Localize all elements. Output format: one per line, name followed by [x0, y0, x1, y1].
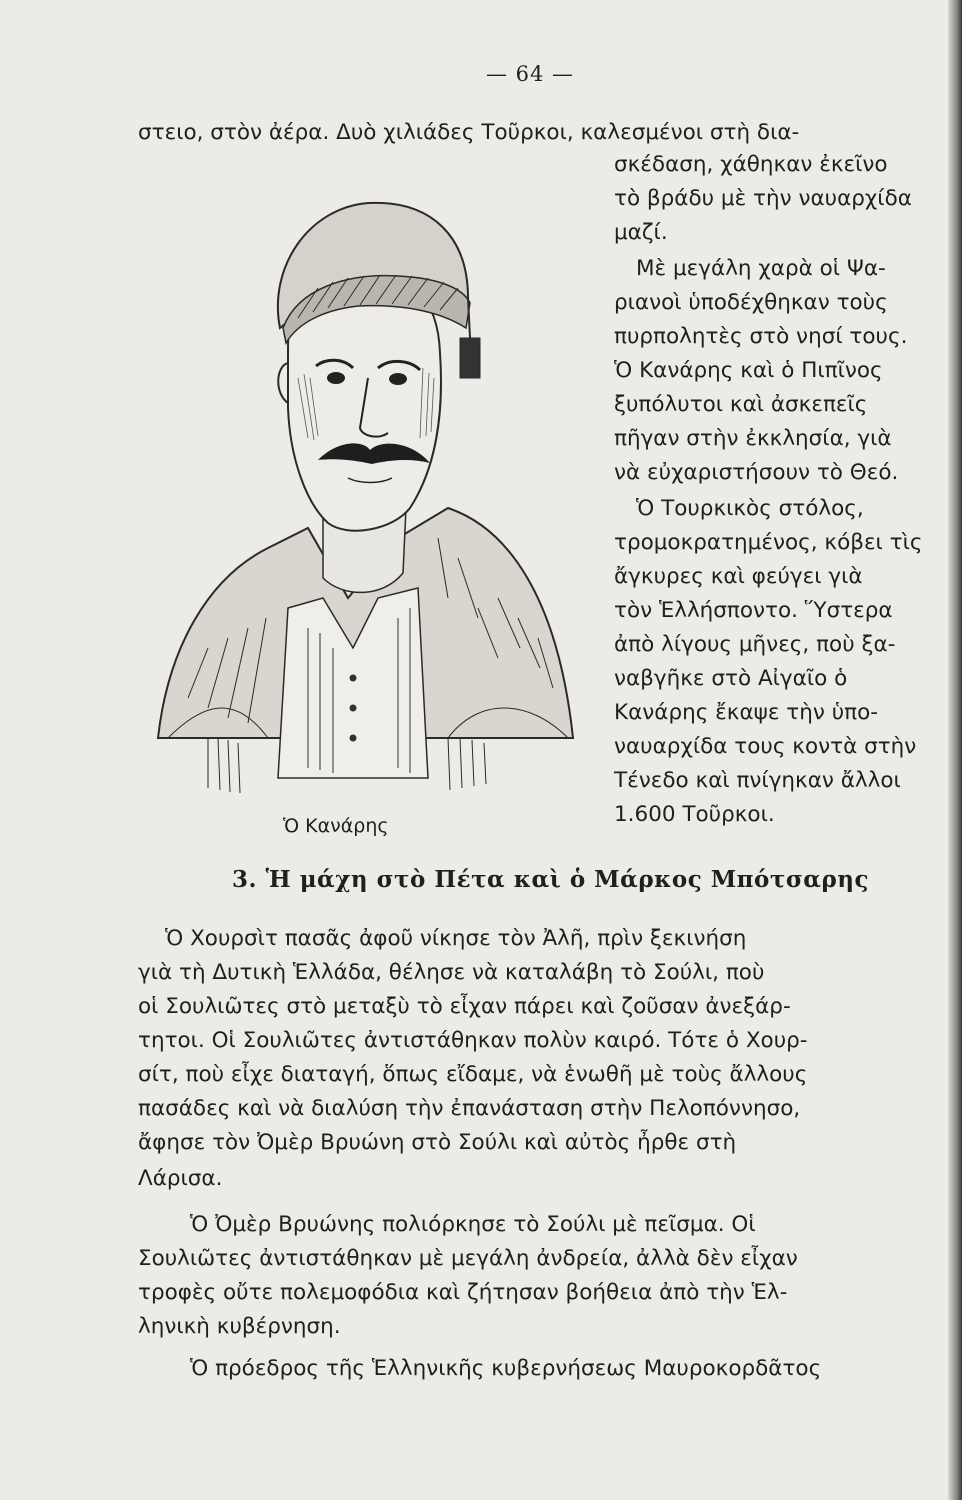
side-line: πυρπολητὲς στὸ νησί τους. — [614, 324, 908, 349]
body-line: οἱ Σουλιῶτες στὸ μεταξὺ τὸ εἶχαν πάρει καὶ ζοῦσαν ἀνεξάρ- — [138, 994, 791, 1019]
kanaris-portrait — [148, 178, 583, 810]
side-line: νὰ εὐχαριστήσουν τὸ Θεό. — [614, 460, 899, 485]
body-line: Ὁ Ὀμὲρ Βρυώνης πολιόρκησε τὸ Σούλι μὲ πεῖσμα. Οἱ — [190, 1212, 756, 1237]
side-line: τὸ βράδυ μὲ τὴν ναυαρχίδα — [614, 186, 912, 211]
body-line: Ὁ πρόεδρος τῆς Ἑλληνικῆς κυβερνήσεως Μαυροκορδᾶτος — [190, 1356, 822, 1381]
side-line: ξυπόλυτοι καὶ ἀσκεπεῖς — [614, 392, 868, 417]
body-line: ἄφησε τὸν Ὀμὲρ Βρυώνη στὸ Σούλι καὶ αὐτὸς ἦρθε στὴ — [138, 1130, 737, 1155]
side-line: ριανοὶ ὑποδέχθηκαν τοὺς — [614, 290, 888, 315]
side-line: Κανάρης ἔκαψε τὴν ὑπο- — [614, 700, 878, 725]
side-line: ναβγῆκε στὸ Αἰγαῖο ὁ — [614, 666, 848, 691]
page-number: — 64 — — [485, 62, 575, 86]
side-line: ἀπὸ λίγους μῆνες, ποὺ ξα- — [614, 632, 896, 657]
side-line: σκέδαση, χάθηκαν ἐκεῖνο — [614, 152, 888, 177]
body-line: Λάρισα. — [138, 1166, 223, 1191]
side-line: τὸν Ἑλλήσποντο. Ὕστερα — [614, 598, 893, 623]
body-line: Ὁ Χουρσὶτ πασᾶς ἀφοῦ νίκησε τὸν Ἀλῆ, πρὶν ξεκινήση — [165, 926, 747, 951]
text-line-top: στειο, στὸν ἀέρα. Δυὸ χιλιάδες Τοῦρκοι, καλεσμένοι στὴ δια- — [138, 120, 800, 145]
body-line: πασάδες καὶ νὰ διαλύση τὴν ἐπανάσταση στὴν Πελοπόννησο, — [138, 1096, 801, 1121]
body-line: τροφὲς οὔτε πολεμοφόδια καὶ ζήτησαν βοήθεια ἀπὸ τὴν Ἑλ- — [138, 1280, 788, 1305]
side-line: Μὲ μεγάλη χαρὰ οἱ Ψα- — [636, 256, 886, 281]
page-edge — [948, 0, 962, 1500]
side-line: ναυαρχίδα τους κοντὰ στὴν — [614, 734, 917, 759]
side-line: πῆγαν στὴν ἐκκλησία, γιὰ — [614, 426, 892, 451]
body-line: σίτ, ποὺ εἶχε διαταγή, ὅπως εἴδαμε, νὰ ἑνωθῆ μὲ τοὺς ἄλλους — [138, 1062, 808, 1087]
side-line: ἄγκυρες καὶ φεύγει γιὰ — [614, 564, 863, 589]
body-line: γιὰ τὴ Δυτικὴ Ἑλλάδα, θέλησε νὰ καταλάβη τὸ Σούλι, ποὺ — [138, 960, 765, 985]
side-line: Ὁ Κανάρης καὶ ὁ Πιπῖνος — [614, 358, 883, 383]
side-line: 1.600 Τοῦρκοι. — [614, 802, 775, 827]
section-heading: 3. Ἡ μάχη στὸ Πέτα καὶ ὁ Μάρκος Μπότσαρης — [232, 866, 870, 893]
side-line: Τένεδο καὶ πνίγηκαν ἄλλοι — [614, 768, 901, 793]
portrait-caption: Ὁ Κανάρης — [283, 815, 389, 837]
side-line: τρομοκρατημένος, κόβει τὶς — [614, 530, 923, 555]
body-line: ληνικὴ κυβέρνηση. — [138, 1314, 341, 1339]
side-line: Ὁ Τουρκικὸς στόλος, — [636, 496, 864, 521]
side-line: μαζί. — [614, 220, 668, 245]
body-line: τητοι. Οἱ Σουλιῶτες ἀντιστάθηκαν πολὺν καιρό. Τότε ὁ Χουρ- — [138, 1028, 808, 1053]
body-line: Σουλιῶτες ἀντιστάθηκαν μὲ μεγάλη ἀνδρεία, ἀλλὰ δὲν εἶχαν — [138, 1246, 798, 1271]
